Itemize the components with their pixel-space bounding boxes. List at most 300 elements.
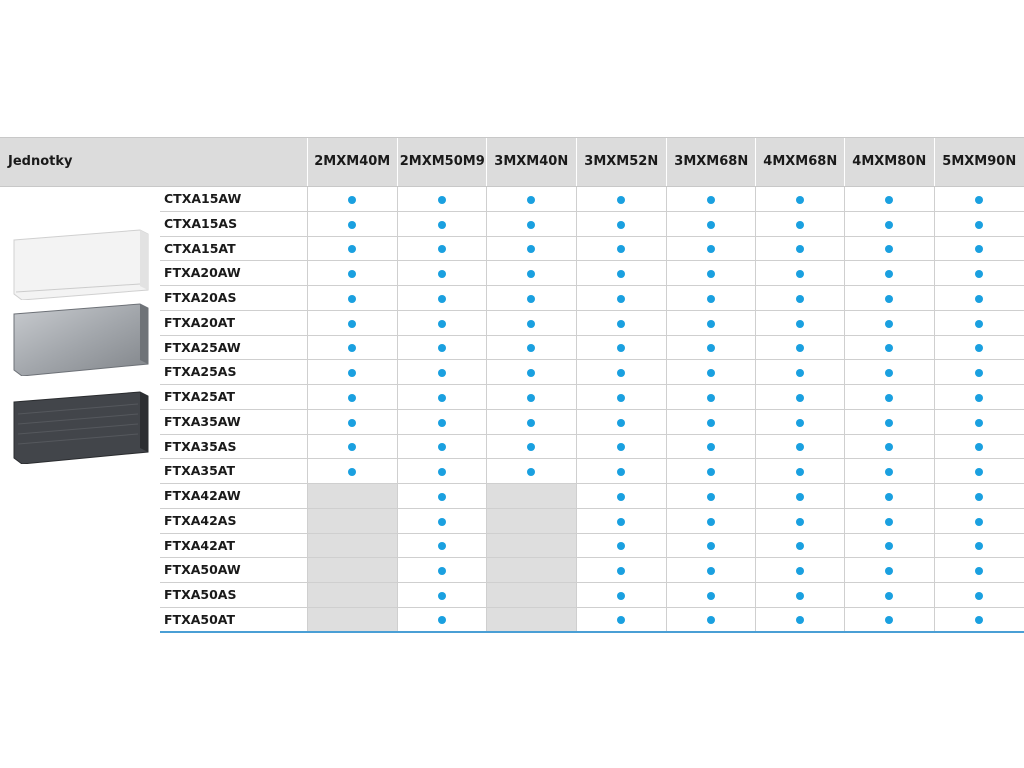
compatible-dot-icon [348, 196, 356, 204]
compatible-dot-icon [796, 270, 804, 278]
compatible-dot-icon [438, 394, 446, 402]
compatible-cell [576, 187, 666, 211]
compatible-cell [934, 435, 1024, 459]
compatible-cell [397, 608, 487, 631]
compatible-dot-icon [885, 468, 893, 476]
compatible-cell [397, 311, 487, 335]
compatible-cell [576, 286, 666, 310]
compatible-dot-icon [796, 567, 804, 575]
compatible-cell [844, 187, 934, 211]
compatible-cell [307, 459, 397, 483]
compatible-cell [755, 212, 845, 236]
compatible-dot-icon [796, 616, 804, 624]
model-label: FTXA20AT [164, 314, 236, 330]
compatible-cell [934, 187, 1024, 211]
model-label: CTXA15AS [164, 215, 238, 231]
compatible-dot-icon [707, 592, 715, 600]
compatible-cell [755, 385, 845, 409]
compatible-dot-icon [438, 443, 446, 451]
model-label: FTXA42AS [164, 512, 237, 528]
table-row [160, 212, 1024, 237]
compatible-dot-icon [617, 196, 625, 204]
compatible-dot-icon [796, 468, 804, 476]
compatible-cell [307, 311, 397, 335]
compatible-cell [397, 484, 487, 508]
compatible-cell [576, 410, 666, 434]
compatible-dot-icon [617, 221, 625, 229]
compatible-dot-icon [438, 542, 446, 550]
compatible-dot-icon [348, 468, 356, 476]
compatible-dot-icon [975, 196, 983, 204]
compatible-dot-icon [527, 443, 535, 451]
compatible-cell [666, 360, 756, 384]
compatible-dot-icon [527, 245, 535, 253]
compatible-dot-icon [796, 344, 804, 352]
compatible-dot-icon [975, 295, 983, 303]
compatible-cell [844, 509, 934, 533]
table-row [160, 534, 1024, 559]
model-label: FTXA50AT [164, 611, 236, 627]
compatible-dot-icon [438, 518, 446, 526]
compatible-dot-icon [885, 394, 893, 402]
compatible-cell [934, 212, 1024, 236]
compatible-dot-icon [796, 394, 804, 402]
not-available-cell [307, 534, 397, 558]
compatible-dot-icon [617, 443, 625, 451]
compatible-dot-icon [885, 419, 893, 427]
compatible-dot-icon [617, 369, 625, 377]
table-row [160, 583, 1024, 608]
not-available-cell [307, 608, 397, 631]
compatible-dot-icon [527, 468, 535, 476]
compatible-cell [397, 509, 487, 533]
compatible-cell [397, 459, 487, 483]
compatible-dot-icon [707, 221, 715, 229]
compatible-dot-icon [527, 344, 535, 352]
compatible-cell [844, 583, 934, 607]
table-row [160, 558, 1024, 583]
compatible-dot-icon [527, 196, 535, 204]
table-row [160, 336, 1024, 361]
compatible-cell [576, 385, 666, 409]
compatible-dot-icon [975, 221, 983, 229]
compatible-cell [755, 336, 845, 360]
table-row [160, 484, 1024, 509]
compatible-dot-icon [617, 616, 625, 624]
compatible-dot-icon [885, 221, 893, 229]
compatible-cell [666, 237, 756, 261]
compatible-cell [397, 336, 487, 360]
table-row [160, 509, 1024, 534]
compatible-cell [576, 509, 666, 533]
not-available-cell [307, 583, 397, 607]
model-label: FTXA25AT [164, 389, 236, 404]
compatible-cell [397, 212, 487, 236]
compatible-dot-icon [617, 320, 625, 328]
compatible-cell [397, 261, 487, 285]
compatible-dot-icon [885, 245, 893, 253]
compatible-cell [397, 558, 487, 582]
compatible-cell [576, 558, 666, 582]
compatible-cell [934, 311, 1024, 335]
compatible-dot-icon [975, 468, 983, 476]
compatible-dot-icon [527, 394, 535, 402]
not-available-cell [486, 558, 576, 582]
compatible-dot-icon [796, 493, 804, 501]
compatible-cell [755, 311, 845, 335]
compatible-cell [486, 187, 576, 211]
compatible-cell [844, 608, 934, 631]
compatible-cell [934, 410, 1024, 434]
compatible-dot-icon [885, 592, 893, 600]
compatible-cell [934, 509, 1024, 533]
compatible-dot-icon [975, 344, 983, 352]
column-header: 3MXM52N [576, 138, 666, 186]
model-label: FTXA25AS [164, 364, 237, 380]
compatible-cell [755, 558, 845, 582]
compatible-dot-icon [348, 221, 356, 229]
compatible-dot-icon [975, 567, 983, 575]
compatible-cell [307, 286, 397, 310]
compatible-cell [397, 534, 487, 558]
model-label: FTXA35AS [164, 438, 237, 454]
compatible-dot-icon [975, 245, 983, 253]
compatible-dot-icon [527, 221, 535, 229]
compatible-dot-icon [885, 567, 893, 575]
model-label: CTXA15AT [164, 240, 236, 256]
not-available-cell [486, 534, 576, 558]
compatible-cell [666, 509, 756, 533]
compatible-dot-icon [617, 592, 625, 600]
compatible-dot-icon [975, 518, 983, 526]
compatible-dot-icon [438, 320, 446, 328]
compatible-dot-icon [796, 369, 804, 377]
compatible-cell [934, 534, 1024, 558]
compatible-cell [934, 583, 1024, 607]
compatible-dot-icon [438, 245, 446, 253]
units-header-label: Jednotky [8, 154, 73, 169]
compatible-dot-icon [885, 542, 893, 550]
not-available-cell [486, 509, 576, 533]
column-header: 2MXM50M9 [397, 138, 487, 186]
compatible-cell [844, 385, 934, 409]
compatible-cell [576, 484, 666, 508]
compatible-cell [307, 435, 397, 459]
table-row [160, 410, 1024, 435]
model-label: FTXA42AW [164, 488, 241, 503]
compatible-dot-icon [796, 443, 804, 451]
compatible-cell [307, 385, 397, 409]
compatible-dot-icon [796, 419, 804, 427]
compatible-dot-icon [707, 320, 715, 328]
white-unit-image [12, 228, 150, 300]
compatible-dot-icon [975, 369, 983, 377]
compatible-dot-icon [438, 567, 446, 575]
compatible-cell [576, 435, 666, 459]
compatible-cell [576, 608, 666, 631]
compatible-dot-icon [348, 419, 356, 427]
compatible-dot-icon [438, 468, 446, 476]
compatible-cell [666, 435, 756, 459]
black-wood-unit-image [12, 390, 150, 464]
compatible-cell [397, 583, 487, 607]
compatible-cell [486, 311, 576, 335]
compatible-cell [576, 534, 666, 558]
compatible-cell [576, 336, 666, 360]
column-header: 5MXM90N [934, 138, 1024, 186]
compatible-cell [844, 311, 934, 335]
compatible-cell [486, 261, 576, 285]
compatible-cell [486, 459, 576, 483]
compatible-dot-icon [885, 196, 893, 204]
compatible-cell [755, 261, 845, 285]
compatible-dot-icon [885, 518, 893, 526]
compatible-dot-icon [885, 443, 893, 451]
compatible-cell [934, 558, 1024, 582]
compatible-dot-icon [438, 616, 446, 624]
column-header: 3MXM68N [666, 138, 756, 186]
compatible-dot-icon [348, 295, 356, 303]
not-available-cell [307, 558, 397, 582]
compatible-dot-icon [348, 369, 356, 377]
compatible-cell [307, 360, 397, 384]
compatible-cell [486, 237, 576, 261]
table-row [160, 237, 1024, 262]
compatible-dot-icon [885, 270, 893, 278]
compatible-cell [844, 459, 934, 483]
compatible-cell [486, 410, 576, 434]
compatible-dot-icon [707, 468, 715, 476]
compatible-dot-icon [796, 542, 804, 550]
model-label: FTXA35AT [164, 463, 236, 479]
column-header: 2MXM40M [307, 138, 397, 186]
model-label: CTXA15AW [164, 191, 242, 206]
compatible-cell [666, 410, 756, 434]
compatible-cell [755, 237, 845, 261]
compatible-dot-icon [885, 493, 893, 501]
column-header: 4MXM68N [755, 138, 845, 186]
compatible-cell [934, 608, 1024, 631]
table-row [160, 311, 1024, 336]
table-header [0, 137, 1024, 187]
compatible-cell [307, 261, 397, 285]
compatible-dot-icon [707, 196, 715, 204]
compatible-dot-icon [975, 320, 983, 328]
compatible-cell [934, 336, 1024, 360]
compatible-cell [666, 608, 756, 631]
compatible-dot-icon [885, 616, 893, 624]
compatible-cell [755, 435, 845, 459]
compatible-cell [844, 336, 934, 360]
compatible-cell [666, 286, 756, 310]
compatible-cell [934, 286, 1024, 310]
compatible-dot-icon [975, 592, 983, 600]
not-available-cell [307, 509, 397, 533]
compatible-dot-icon [438, 592, 446, 600]
compatible-cell [486, 385, 576, 409]
compatible-cell [844, 286, 934, 310]
compatible-dot-icon [796, 518, 804, 526]
compatible-cell [486, 286, 576, 310]
column-header: 3MXM40N [486, 138, 576, 186]
compatible-dot-icon [527, 419, 535, 427]
compatible-cell [844, 558, 934, 582]
table-row [160, 608, 1024, 633]
compatible-dot-icon [707, 567, 715, 575]
column-header: 4MXM80N [844, 138, 934, 186]
compatible-dot-icon [975, 616, 983, 624]
compatible-dot-icon [796, 221, 804, 229]
compatible-cell [576, 583, 666, 607]
compatible-cell [666, 311, 756, 335]
compatible-cell [397, 435, 487, 459]
compatible-dot-icon [707, 344, 715, 352]
compatible-cell [666, 459, 756, 483]
compatible-cell [934, 385, 1024, 409]
compatible-dot-icon [438, 493, 446, 501]
compatible-dot-icon [707, 518, 715, 526]
compatible-cell [934, 459, 1024, 483]
compatible-dot-icon [707, 295, 715, 303]
compatible-dot-icon [617, 567, 625, 575]
compatible-cell [397, 286, 487, 310]
compatible-cell [666, 583, 756, 607]
model-label: FTXA35AW [164, 413, 241, 429]
compatible-dot-icon [617, 468, 625, 476]
compatible-cell [934, 484, 1024, 508]
compatible-dot-icon [707, 419, 715, 427]
compatible-dot-icon [617, 493, 625, 501]
compatible-cell [934, 261, 1024, 285]
compatible-cell [844, 484, 934, 508]
compatible-cell [486, 212, 576, 236]
compatible-dot-icon [438, 419, 446, 427]
compatible-dot-icon [885, 369, 893, 377]
compatible-dot-icon [707, 245, 715, 253]
compatible-cell [397, 385, 487, 409]
compatible-cell [666, 187, 756, 211]
compatible-cell [844, 410, 934, 434]
compatible-dot-icon [348, 320, 356, 328]
compatible-dot-icon [438, 295, 446, 303]
compatible-dot-icon [527, 369, 535, 377]
compatible-dot-icon [438, 369, 446, 377]
compatible-cell [755, 534, 845, 558]
compatible-dot-icon [348, 443, 356, 451]
compatibility-grid [160, 187, 1024, 633]
compatible-dot-icon [796, 196, 804, 204]
compatible-cell [844, 237, 934, 261]
compatible-dot-icon [707, 542, 715, 550]
model-label: FTXA50AW [164, 562, 241, 578]
compatible-cell [755, 583, 845, 607]
table-row [160, 435, 1024, 460]
compatible-dot-icon [707, 443, 715, 451]
compatible-cell [397, 187, 487, 211]
compatible-cell [666, 484, 756, 508]
compatible-cell [576, 237, 666, 261]
compatible-cell [666, 212, 756, 236]
compatible-dot-icon [796, 592, 804, 600]
compatible-dot-icon [348, 394, 356, 402]
compatible-dot-icon [975, 419, 983, 427]
compatible-dot-icon [438, 344, 446, 352]
model-label: FTXA20AS [164, 290, 237, 305]
compatible-dot-icon [796, 245, 804, 253]
compatible-cell [307, 187, 397, 211]
compatible-dot-icon [617, 270, 625, 278]
compatible-cell [486, 435, 576, 459]
compatible-cell [755, 509, 845, 533]
compatible-dot-icon [617, 542, 625, 550]
compatible-cell [307, 237, 397, 261]
compatible-cell [755, 459, 845, 483]
silver-unit-image [12, 302, 150, 376]
model-label: FTXA42AT [164, 537, 236, 553]
compatible-cell [666, 261, 756, 285]
compatible-dot-icon [617, 295, 625, 303]
compatible-dot-icon [527, 320, 535, 328]
model-label: FTXA25AW [164, 339, 241, 355]
compatible-dot-icon [438, 196, 446, 204]
compatible-dot-icon [527, 270, 535, 278]
not-available-cell [486, 583, 576, 607]
compatible-dot-icon [617, 518, 625, 526]
compatible-cell [666, 534, 756, 558]
not-available-cell [307, 484, 397, 508]
compatible-cell [755, 286, 845, 310]
compatible-dot-icon [527, 295, 535, 303]
compatible-dot-icon [348, 344, 356, 352]
compatible-dot-icon [975, 394, 983, 402]
model-label: FTXA50AS [164, 587, 237, 602]
table-row [160, 385, 1024, 410]
compatible-cell [666, 558, 756, 582]
compatible-cell [397, 237, 487, 261]
compatible-cell [397, 410, 487, 434]
compatible-cell [755, 187, 845, 211]
compatible-dot-icon [617, 344, 625, 352]
compatible-cell [576, 311, 666, 335]
compatible-dot-icon [707, 394, 715, 402]
compatible-cell [844, 360, 934, 384]
compatible-dot-icon [707, 493, 715, 501]
compatible-cell [576, 261, 666, 285]
table-row [160, 459, 1024, 484]
compatible-dot-icon [348, 270, 356, 278]
not-available-cell [486, 608, 576, 631]
table-row [160, 360, 1024, 385]
not-available-cell [486, 484, 576, 508]
compatible-dot-icon [438, 270, 446, 278]
compatible-dot-icon [975, 542, 983, 550]
compatible-dot-icon [707, 616, 715, 624]
compatible-cell [666, 385, 756, 409]
compatible-cell [755, 410, 845, 434]
table-row [160, 286, 1024, 311]
compatible-dot-icon [617, 419, 625, 427]
compatible-dot-icon [348, 245, 356, 253]
compatible-cell [934, 237, 1024, 261]
compatible-cell [844, 212, 934, 236]
table-row [160, 187, 1024, 212]
compatible-dot-icon [707, 369, 715, 377]
compatible-cell [307, 212, 397, 236]
compatible-cell [486, 336, 576, 360]
compatible-dot-icon [617, 245, 625, 253]
compatible-dot-icon [885, 320, 893, 328]
compatible-cell [576, 212, 666, 236]
